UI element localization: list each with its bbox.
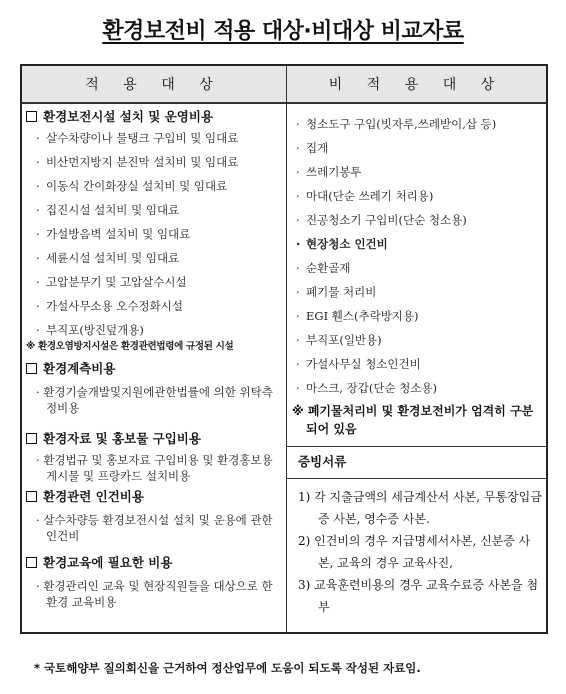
section-divider (287, 478, 546, 479)
list-item: · 살수차량이나 물탱크 구입비 및 임대료 (36, 131, 239, 145)
list-item: · 마대(단순 쓰레기 처리용) (296, 189, 434, 203)
list-item: · 쓰레기봉투 (296, 165, 362, 179)
documents-list (298, 486, 542, 618)
checkbox-icon (26, 111, 37, 122)
header-applicable: 적 용 대 상 (22, 66, 286, 104)
page-title-wrap (0, 14, 566, 45)
list-item: 1) 각 지출금액의 세금계산서 사본, 무통장입금증 사본, 영수증 사본. (298, 490, 542, 526)
list-item: · 비산먼지방지 분진막 설치비 및 임대료 (36, 155, 239, 169)
list-item: · 살수차량등 환경보전시설 설치 및 운용에 관한 인건비 (36, 513, 273, 543)
section-heading: 환경교육에 필요한 비용 (26, 554, 284, 572)
list-item: · 환경기술개발및지원에관한법률에 의한 위탁측정비용 (36, 385, 273, 415)
list-item: · 부직포(일반용) (296, 333, 382, 347)
list-item: · 고압분무기 및 고압살수시설 (36, 275, 187, 289)
section-heading: 환경관련 인건비용 (26, 488, 284, 506)
list-item: · 현장청소 인건비 (296, 237, 388, 251)
column-divider (286, 66, 287, 632)
list-item: · 진공청소기 구입비(단순 청소용) (296, 213, 467, 227)
separation-note: ※ 폐기물처리비 및 환경보전비가 엄격히 구분되어 있음 (292, 404, 534, 436)
legal-note: ※ 환경오염방지시설은 환경관련법령에 규정된 시설 (26, 341, 234, 352)
checkbox-icon (26, 433, 37, 444)
list-item: · 폐기물 처리비 (296, 285, 377, 299)
checkbox-icon (26, 557, 37, 568)
list-item: · 환경관리인 교육 및 현장직원들을 대상으로 한 환경 교육비용 (36, 579, 273, 609)
checkbox-icon (26, 363, 37, 374)
section-heading: 환경자료 및 홍보물 구입비용 (26, 430, 284, 448)
list-item: · 순환골재 (296, 261, 351, 275)
non-applicable-column (292, 106, 546, 438)
section-heading: 환경보전시설 설치 및 운영비용 (26, 108, 284, 126)
header-non-applicable: 비 적 용 대 상 (287, 66, 546, 104)
list-item: 2) 인건비의 경우 지급명세서사본, 신분증 사본, 교육의 경우 교육사진, (298, 534, 531, 570)
list-item: · 가설사무소용 오수정화시설 (36, 299, 183, 313)
documents-heading: 증빙서류 (298, 454, 347, 469)
page-title: 환경보전비 적용 대상·비대상 비교자료 (102, 19, 464, 44)
list-item: · 청소도구 구입(빗자루,쓰레받이,삽 등) (296, 117, 497, 131)
list-item: · 가설사무실 청소인건비 (296, 357, 421, 371)
list-item: · 부직포(방진덮개용) (36, 323, 144, 337)
list-item: · 가설방음벽 설치비 및 임대료 (36, 227, 191, 241)
checkbox-icon (26, 491, 37, 502)
list-item: · EGI 휀스(추락방지용) (296, 309, 419, 323)
list-item: · 환경법규 및 홍보자료 구입비용 및 환경홍보용 게시물 및 프랑카드 설치비용 (36, 453, 273, 483)
section-heading: 환경계측비용 (26, 360, 284, 378)
list-item: · 세륜시설 설치비 및 임대료 (36, 251, 180, 265)
list-item: · 이동식 간이화장실 설치비 및 임대료 (36, 179, 228, 193)
list-item: · 집게 (296, 141, 329, 155)
comparison-table (20, 64, 548, 634)
applicable-column (26, 106, 284, 610)
list-item: · 집진시설 설치비 및 임대료 (36, 203, 180, 217)
section-divider (287, 446, 546, 447)
footer-note: * 국토해양부 질의회신을 근거하여 정산업무에 도움이 되도록 작성된 자료임. (34, 661, 421, 675)
list-item: 3) 교육훈련비용의 경우 교육수료증 사본을 첨부 (298, 578, 539, 614)
list-item: · 마스크, 장갑(단순 청소용) (296, 381, 438, 395)
